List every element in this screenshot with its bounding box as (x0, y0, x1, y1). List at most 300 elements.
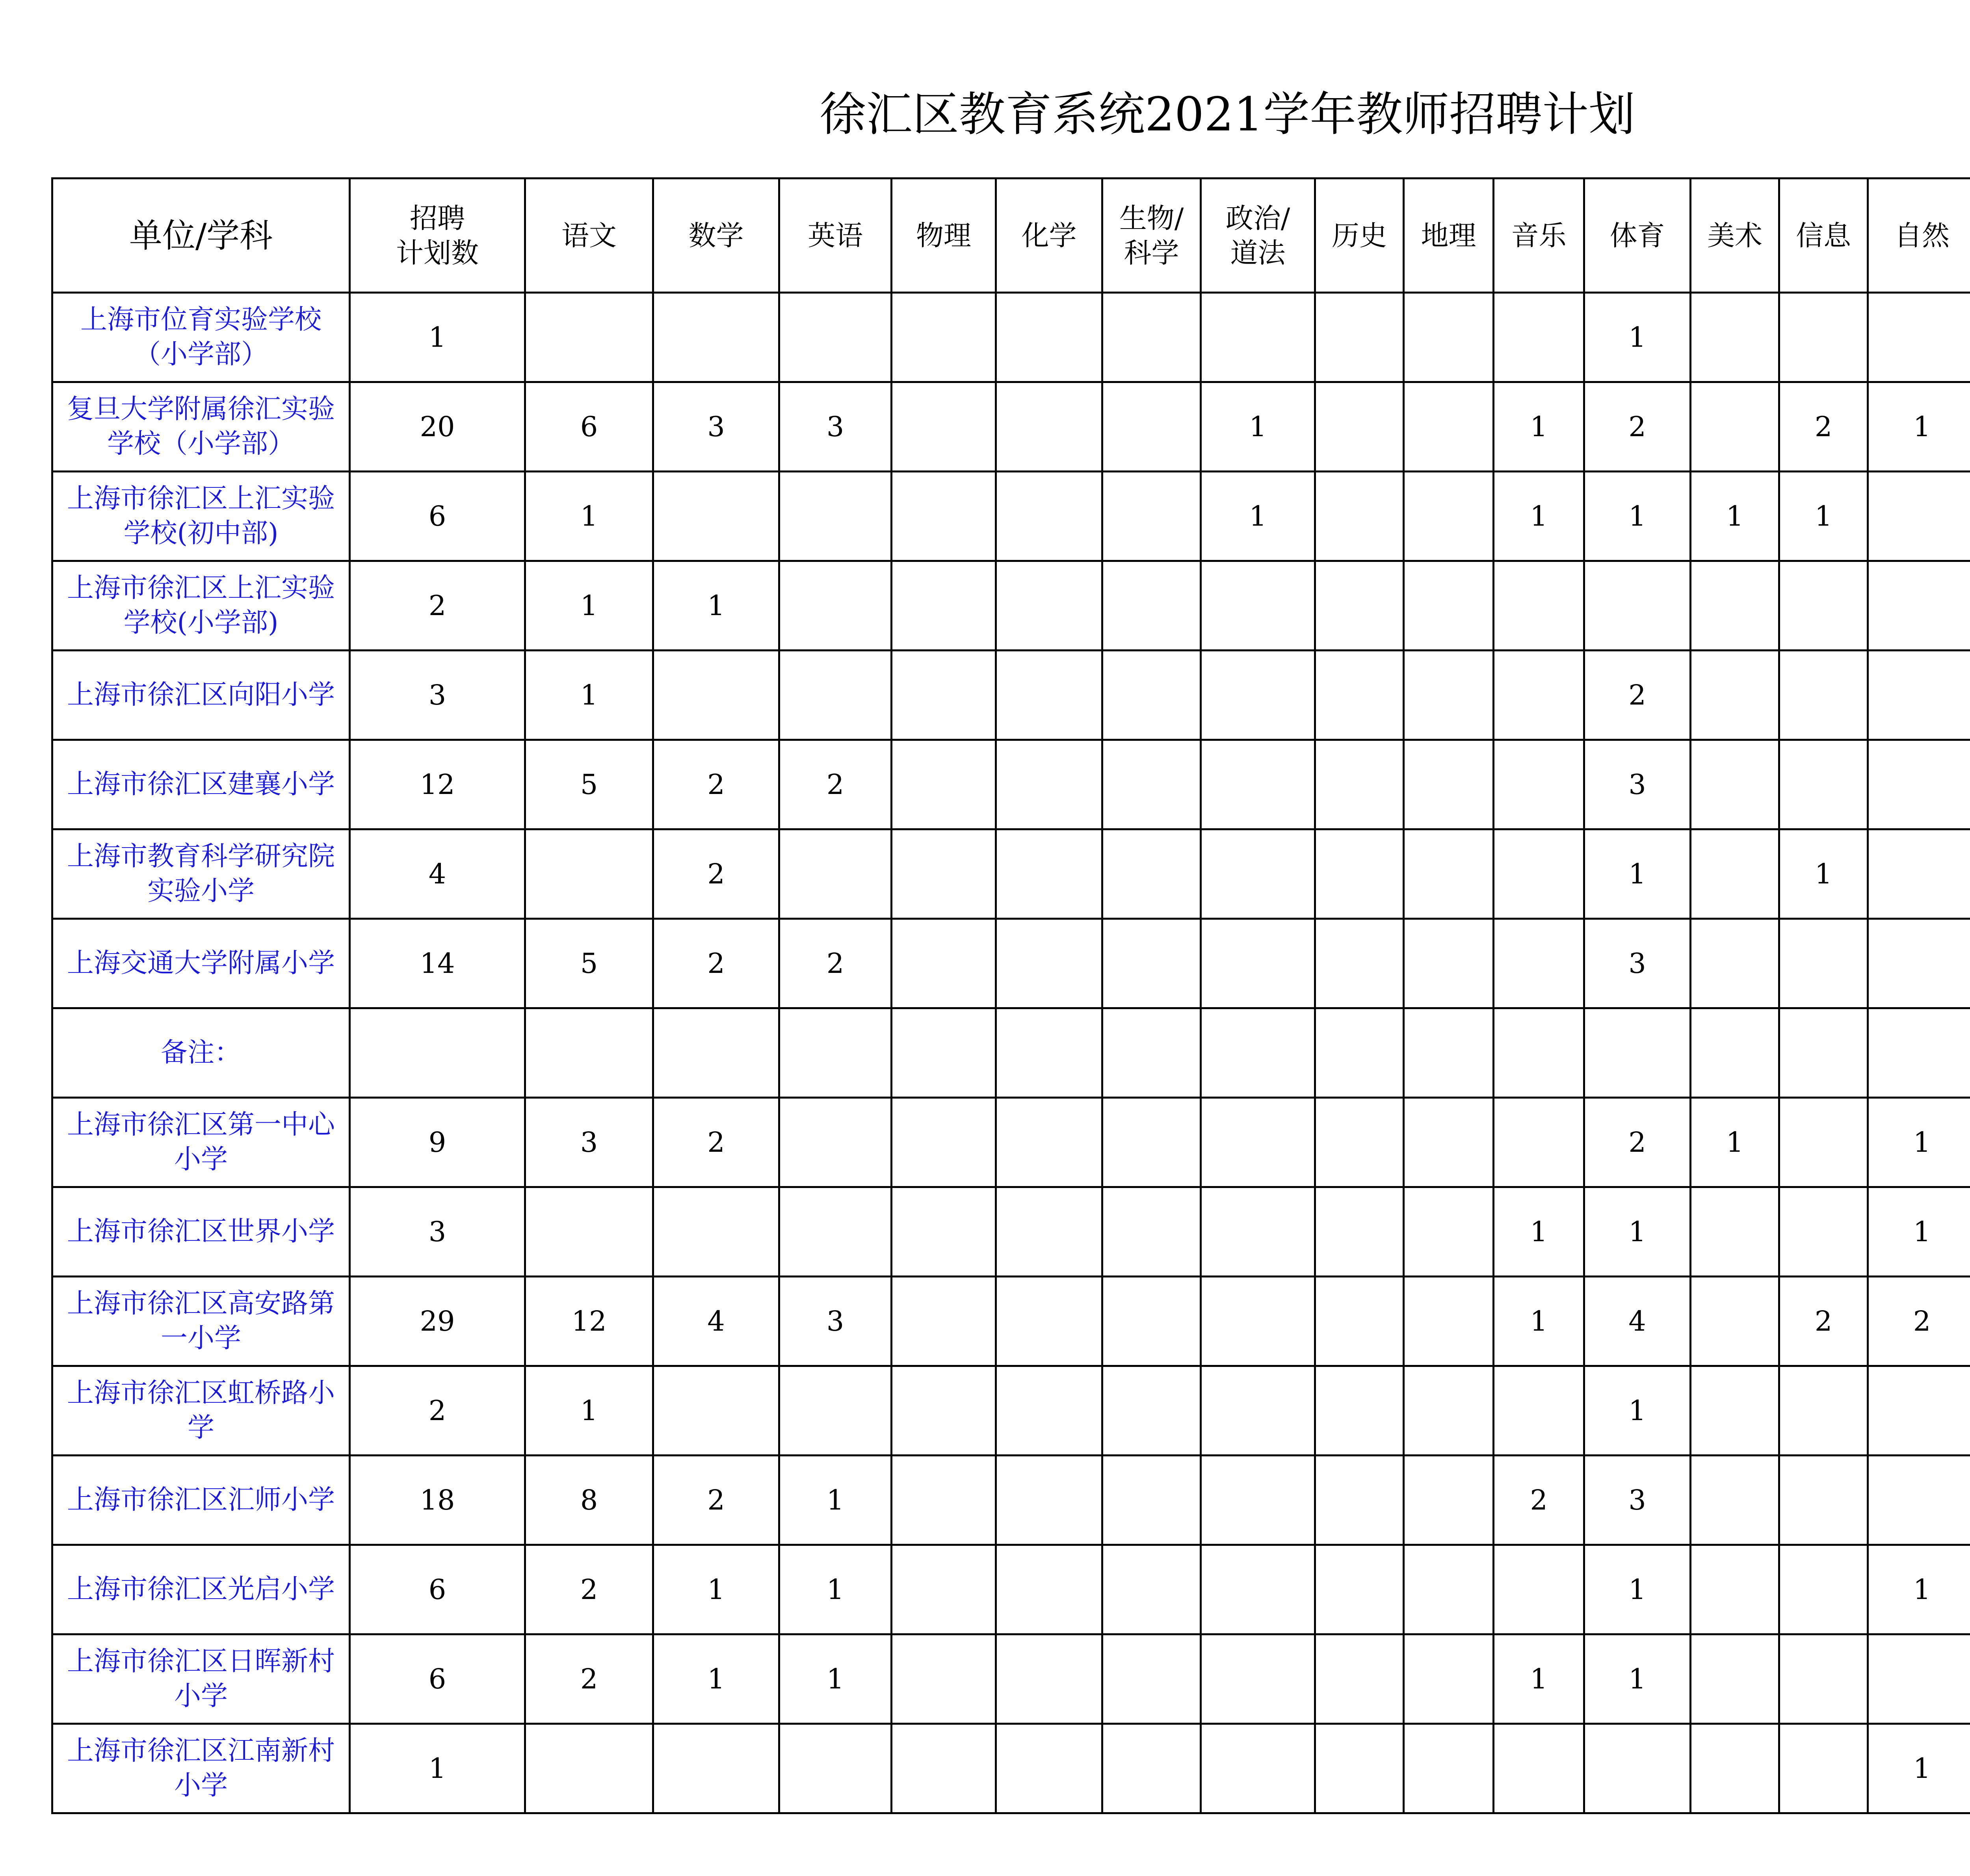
header-politics (1201, 178, 1315, 293)
subject-count-cell: 2 (779, 740, 892, 829)
subject-count-cell: 2 (653, 740, 779, 829)
subject-count-cell (1868, 1008, 1970, 1098)
unit-name-line2: 一小学 (160, 1323, 241, 1354)
subject-count-cell: 1 (1494, 1634, 1584, 1724)
subject-count-cell (996, 740, 1102, 829)
subject-count-cell (1494, 919, 1584, 1008)
subject-count-cell (779, 293, 892, 382)
unit-name-line1: 上海市徐汇区高安路第 (67, 1288, 335, 1319)
subject-count-cell (892, 651, 996, 740)
subject-count-cell: 1 (1584, 1187, 1691, 1277)
subject-count-cell: 1 (525, 561, 653, 651)
subject-count-cell (892, 293, 996, 382)
subject-count-cell: 3 (653, 382, 779, 472)
subject-count-cell (1315, 1456, 1404, 1545)
subject-count-cell (1494, 561, 1584, 651)
subject-count-cell (996, 1456, 1102, 1545)
table-row (52, 472, 1970, 561)
subject-count-cell (1102, 1098, 1201, 1187)
subject-count-cell: 2 (1779, 1277, 1868, 1366)
subject-count-cell (1691, 1634, 1779, 1724)
subject-count-cell (996, 293, 1102, 382)
subject-count-cell (1494, 293, 1584, 382)
unit-name-line1: 上海市徐汇区江南新村 (67, 1735, 335, 1766)
header-biology (1102, 178, 1201, 293)
total-count-cell: 1 (350, 293, 525, 382)
unit-name-line1: 上海交通大学附属小学 (67, 948, 335, 979)
subject-count-cell (1779, 1366, 1868, 1456)
subject-count-cell (1691, 829, 1779, 919)
total-count-cell: 6 (350, 1545, 525, 1634)
table-row (52, 1277, 1970, 1366)
subject-count-cell (1102, 1456, 1201, 1545)
subject-count-cell (892, 740, 996, 829)
total-count-cell: 4 (350, 829, 525, 919)
subject-count-cell: 1 (525, 1366, 653, 1456)
unit-name-line1: 上海市徐汇区虹桥路小 (67, 1378, 335, 1409)
subject-count-cell: 2 (1779, 382, 1868, 472)
subject-count-cell (1201, 1098, 1315, 1187)
table-row (52, 1456, 1970, 1545)
subject-count-cell (1404, 1098, 1494, 1187)
unit-name-line2: 学校（小学部） (107, 428, 295, 459)
subject-count-cell (1201, 561, 1315, 651)
subject-count-cell (653, 472, 779, 561)
unit-name-cell (52, 740, 350, 829)
header-row (52, 178, 1970, 293)
header-chemistry: 化学 (996, 178, 1102, 293)
subject-count-cell: 1 (653, 1634, 779, 1724)
header-biology-line2: 科学 (1124, 236, 1179, 269)
subject-count-cell (525, 829, 653, 919)
subject-count-cell (892, 561, 996, 651)
subject-count-cell (1201, 1456, 1315, 1545)
subject-count-cell (996, 1187, 1102, 1277)
subject-count-cell (996, 561, 1102, 651)
unit-name-cell (52, 1634, 350, 1724)
subject-count-cell (1404, 1366, 1494, 1456)
subject-count-cell (1584, 1724, 1691, 1813)
subject-count-cell (1691, 1008, 1779, 1098)
subject-count-cell (996, 1277, 1102, 1366)
subject-count-cell: 1 (1584, 293, 1691, 382)
subject-count-cell (653, 1724, 779, 1813)
table-row (52, 1634, 1970, 1724)
unit-name-line1: 上海市教育科学研究院 (67, 841, 335, 872)
unit-name-cell (52, 382, 350, 472)
subject-count-cell (1201, 1366, 1315, 1456)
subject-count-cell (1201, 1187, 1315, 1277)
subject-count-cell (892, 382, 996, 472)
header-total (350, 178, 525, 293)
subject-count-cell (1315, 561, 1404, 651)
subject-count-cell (892, 1634, 996, 1724)
subject-count-cell (1868, 651, 1970, 740)
subject-count-cell (1201, 829, 1315, 919)
subject-count-cell: 1 (1584, 472, 1691, 561)
table-row (52, 1545, 1970, 1634)
header-art: 美术 (1691, 178, 1779, 293)
subject-count-cell (525, 1724, 653, 1813)
subject-count-cell: 2 (1494, 1456, 1584, 1545)
subject-count-cell (779, 1008, 892, 1098)
subject-count-cell (1315, 919, 1404, 1008)
subject-count-cell (1494, 1366, 1584, 1456)
subject-count-cell: 1 (1201, 382, 1315, 472)
subject-count-cell: 1 (653, 561, 779, 651)
subject-count-cell (1201, 651, 1315, 740)
unit-name-cell (52, 1366, 350, 1456)
subject-count-cell (1315, 740, 1404, 829)
subject-count-cell (1691, 651, 1779, 740)
subject-count-cell (892, 1008, 996, 1098)
subject-count-cell: 1 (1494, 382, 1584, 472)
subject-count-cell: 2 (653, 1456, 779, 1545)
subject-count-cell (1201, 1634, 1315, 1724)
subject-count-cell (1779, 1187, 1868, 1277)
subject-count-cell (1201, 1008, 1315, 1098)
subject-count-cell (892, 1366, 996, 1456)
subject-count-cell (996, 1545, 1102, 1634)
subject-count-cell: 3 (525, 1098, 653, 1187)
subject-count-cell: 2 (1868, 1277, 1970, 1366)
subject-count-cell (996, 1098, 1102, 1187)
subject-count-cell (779, 1098, 892, 1187)
subject-count-cell (892, 1187, 996, 1277)
recruitment-table (51, 177, 1970, 1814)
header-biology-line1: 生物/ (1119, 202, 1184, 234)
subject-count-cell (996, 1634, 1102, 1724)
subject-count-cell (779, 1366, 892, 1456)
subject-count-cell (996, 919, 1102, 1008)
subject-count-cell (1584, 1008, 1691, 1098)
subject-count-cell (996, 829, 1102, 919)
unit-name-cell (52, 1456, 350, 1545)
subject-count-cell (892, 1277, 996, 1366)
header-geography: 地理 (1404, 178, 1494, 293)
subject-count-cell (1102, 651, 1201, 740)
subject-count-cell (779, 561, 892, 651)
unit-name-cell (52, 1187, 350, 1277)
subject-count-cell (1102, 919, 1201, 1008)
total-count-cell: 18 (350, 1456, 525, 1545)
subject-count-cell (996, 1008, 1102, 1098)
subject-count-cell: 1 (1691, 1098, 1779, 1187)
total-count-cell: 3 (350, 651, 525, 740)
subject-count-cell: 2 (653, 1098, 779, 1187)
subject-count-cell (1494, 651, 1584, 740)
subject-count-cell (1691, 919, 1779, 1008)
header-total-line1: 招聘 (410, 202, 465, 234)
header-pe: 体育 (1584, 178, 1691, 293)
subject-count-cell (1404, 829, 1494, 919)
header-total-line2: 计划数 (396, 236, 479, 269)
table-row (52, 1098, 1970, 1187)
header-music: 音乐 (1494, 178, 1584, 293)
subject-count-cell (1404, 1277, 1494, 1366)
subject-count-cell: 1 (1584, 1545, 1691, 1634)
subject-count-cell: 8 (525, 1456, 653, 1545)
subject-count-cell (1868, 740, 1970, 829)
subject-count-cell (1868, 919, 1970, 1008)
subject-count-cell (1201, 1545, 1315, 1634)
subject-count-cell (1404, 1545, 1494, 1634)
unit-name-line1: 上海市徐汇区光启小学 (67, 1574, 335, 1605)
table-row (52, 561, 1970, 651)
subject-count-cell (1315, 472, 1404, 561)
subject-count-cell: 1 (1584, 1634, 1691, 1724)
subject-count-cell (1779, 1098, 1868, 1187)
subject-count-cell (892, 472, 996, 561)
subject-count-cell: 1 (1868, 1724, 1970, 1813)
table-row (52, 1187, 1970, 1277)
subject-count-cell (1102, 829, 1201, 919)
subject-count-cell (1868, 1634, 1970, 1724)
subject-count-cell (1404, 293, 1494, 382)
header-unit: 单位/学科 (52, 178, 350, 293)
subject-count-cell: 1 (779, 1456, 892, 1545)
subject-count-cell (1779, 1008, 1868, 1098)
subject-count-cell (1404, 561, 1494, 651)
total-count-cell: 2 (350, 561, 525, 651)
subject-count-cell: 3 (779, 1277, 892, 1366)
subject-count-cell (996, 1724, 1102, 1813)
subject-count-cell (892, 1456, 996, 1545)
unit-name-line1: 上海市徐汇区第一中心 (67, 1109, 335, 1140)
subject-count-cell (1691, 1545, 1779, 1634)
subject-count-cell (1494, 1545, 1584, 1634)
subject-count-cell: 1 (1201, 472, 1315, 561)
subject-count-cell (1779, 1634, 1868, 1724)
unit-name-line1: 上海市徐汇区世界小学 (67, 1216, 335, 1247)
subject-count-cell (1691, 1366, 1779, 1456)
subject-count-cell (1201, 1724, 1315, 1813)
unit-name-line2: 小学 (174, 1144, 228, 1175)
subject-count-cell (1201, 1277, 1315, 1366)
unit-name-cell (52, 1008, 350, 1098)
header-physics: 物理 (892, 178, 996, 293)
total-count-cell: 2 (350, 1366, 525, 1456)
subject-count-cell (1102, 382, 1201, 472)
table-row (52, 293, 1970, 382)
subject-count-cell: 2 (525, 1545, 653, 1634)
subject-count-cell (779, 1724, 892, 1813)
total-count-cell: 9 (350, 1098, 525, 1187)
subject-count-cell (1779, 561, 1868, 651)
subject-count-cell (1404, 472, 1494, 561)
subject-count-cell: 1 (653, 1545, 779, 1634)
unit-name-line1: 上海市位育实验学校 (80, 304, 322, 335)
subject-count-cell (1868, 829, 1970, 919)
total-count-cell: 12 (350, 740, 525, 829)
subject-count-cell: 1 (1779, 829, 1868, 919)
subject-count-cell (1691, 293, 1779, 382)
subject-count-cell: 2 (653, 919, 779, 1008)
subject-count-cell (1691, 1277, 1779, 1366)
subject-count-cell: 1 (1868, 1187, 1970, 1277)
subject-count-cell (653, 1187, 779, 1277)
subject-count-cell: 2 (779, 919, 892, 1008)
subject-count-cell (1404, 1187, 1494, 1277)
subject-count-cell (1315, 1187, 1404, 1277)
subject-count-cell: 2 (653, 829, 779, 919)
subject-count-cell (1315, 1098, 1404, 1187)
subject-count-cell: 1 (1494, 1187, 1584, 1277)
table-body (52, 293, 1970, 1813)
header-chinese: 语文 (525, 178, 653, 293)
table-row (52, 740, 1970, 829)
subject-count-cell: 2 (525, 1634, 653, 1724)
subject-count-cell (1315, 1008, 1404, 1098)
unit-name-line2: 学 (187, 1412, 214, 1443)
subject-count-cell (1584, 561, 1691, 651)
subject-count-cell (1404, 919, 1494, 1008)
subject-count-cell: 1 (1584, 1366, 1691, 1456)
subject-count-cell (779, 651, 892, 740)
subject-count-cell (1315, 1366, 1404, 1456)
subject-count-cell (1102, 1187, 1201, 1277)
table-row (52, 1366, 1970, 1456)
page-title: 徐汇区教育系统2021学年教师招聘计划 (819, 87, 1635, 141)
subject-count-cell: 3 (1584, 740, 1691, 829)
subject-count-cell (1494, 1098, 1584, 1187)
subject-count-cell (996, 472, 1102, 561)
header-history: 历史 (1315, 178, 1404, 293)
subject-count-cell (1779, 651, 1868, 740)
unit-name-line1: 上海市徐汇区日晖新村 (67, 1646, 335, 1677)
subject-count-cell (1691, 1187, 1779, 1277)
subject-count-cell (1494, 829, 1584, 919)
subject-count-cell: 4 (1584, 1277, 1691, 1366)
subject-count-cell (1201, 919, 1315, 1008)
subject-count-cell (653, 1366, 779, 1456)
subject-count-cell: 5 (525, 740, 653, 829)
table-row (52, 651, 1970, 740)
subject-count-cell (892, 1724, 996, 1813)
subject-count-cell (779, 1187, 892, 1277)
subject-count-cell (1779, 293, 1868, 382)
unit-name-line2: 小学 (174, 1770, 228, 1801)
total-count-cell: 29 (350, 1277, 525, 1366)
subject-count-cell (1102, 740, 1201, 829)
subject-count-cell (1779, 740, 1868, 829)
subject-count-cell: 1 (1494, 472, 1584, 561)
subject-count-cell (892, 919, 996, 1008)
subject-count-cell (892, 829, 996, 919)
subject-count-cell: 3 (1584, 1456, 1691, 1545)
unit-name-cell (52, 651, 350, 740)
subject-count-cell: 2 (1584, 651, 1691, 740)
subject-count-cell (1102, 472, 1201, 561)
unit-name-line1: 上海市徐汇区汇师小学 (67, 1484, 335, 1515)
subject-count-cell (653, 651, 779, 740)
subject-count-cell (1779, 1545, 1868, 1634)
subject-count-cell: 1 (1779, 472, 1868, 561)
unit-name-line1: 复旦大学附属徐汇实验 (67, 394, 335, 425)
subject-count-cell (1315, 651, 1404, 740)
unit-name-line1: 上海市徐汇区向阳小学 (67, 679, 335, 710)
subject-count-cell (1404, 382, 1494, 472)
table-row (52, 919, 1970, 1008)
subject-count-cell (1315, 382, 1404, 472)
total-count-cell: 1 (350, 1724, 525, 1813)
subject-count-cell (779, 829, 892, 919)
subject-count-cell (996, 1366, 1102, 1456)
subject-count-cell: 1 (525, 472, 653, 561)
subject-count-cell: 12 (525, 1277, 653, 1366)
header-politics-line1: 政治/ (1225, 202, 1290, 234)
subject-count-cell (1779, 1456, 1868, 1545)
subject-count-cell: 2 (1584, 382, 1691, 472)
unit-name-line2: 实验小学 (147, 876, 255, 907)
subject-count-cell: 2 (1584, 1098, 1691, 1187)
subject-count-cell (1404, 740, 1494, 829)
subject-count-cell (525, 1008, 653, 1098)
subject-count-cell (1691, 1456, 1779, 1545)
subject-count-cell: 1 (1868, 1098, 1970, 1187)
subject-count-cell (1315, 293, 1404, 382)
unit-name-cell (52, 293, 350, 382)
subject-count-cell (1404, 1008, 1494, 1098)
subject-count-cell (1315, 1724, 1404, 1813)
table-row (52, 829, 1970, 919)
subject-count-cell (525, 293, 653, 382)
unit-name-cell (52, 829, 350, 919)
subject-count-cell (1102, 561, 1201, 651)
subject-count-cell (1102, 1634, 1201, 1724)
header-it: 信息 (1779, 178, 1868, 293)
subject-count-cell (1691, 740, 1779, 829)
unit-name-line2: （小学部） (134, 339, 268, 370)
subject-count-cell (996, 382, 1102, 472)
subject-count-cell: 4 (653, 1277, 779, 1366)
unit-name-line1: 上海市徐汇区上汇实验 (67, 483, 335, 514)
unit-name-cell (52, 472, 350, 561)
header-politics-line2: 道法 (1230, 236, 1286, 269)
subject-count-cell: 3 (779, 382, 892, 472)
subject-count-cell (653, 1008, 779, 1098)
subject-count-cell: 1 (525, 651, 653, 740)
subject-count-cell: 1 (1868, 382, 1970, 472)
header-nature: 自然 (1868, 178, 1970, 293)
subject-count-cell (1404, 1724, 1494, 1813)
subject-count-cell (996, 651, 1102, 740)
subject-count-cell: 1 (1494, 1277, 1584, 1366)
subject-count-cell (653, 293, 779, 382)
subject-count-cell (1779, 919, 1868, 1008)
subject-count-cell: 1 (779, 1634, 892, 1724)
subject-count-cell (1102, 1366, 1201, 1456)
subject-count-cell (779, 472, 892, 561)
subject-count-cell (1315, 1634, 1404, 1724)
subject-count-cell (1404, 1456, 1494, 1545)
subject-count-cell (525, 1187, 653, 1277)
subject-count-cell (1102, 1277, 1201, 1366)
unit-name-cell (52, 1098, 350, 1187)
subject-count-cell (1102, 1008, 1201, 1098)
table-row (52, 1724, 1970, 1813)
unit-name-line2: 小学 (174, 1681, 228, 1712)
subject-count-cell: 1 (1691, 472, 1779, 561)
subject-count-cell (1201, 740, 1315, 829)
total-count-cell: 6 (350, 1634, 525, 1724)
subject-count-cell (1404, 1634, 1494, 1724)
subject-count-cell (1868, 472, 1970, 561)
unit-name-line1: 上海市徐汇区上汇实验 (67, 573, 335, 604)
unit-name-cell (52, 1724, 350, 1813)
subject-count-cell: 6 (525, 382, 653, 472)
subject-count-cell (1102, 1724, 1201, 1813)
